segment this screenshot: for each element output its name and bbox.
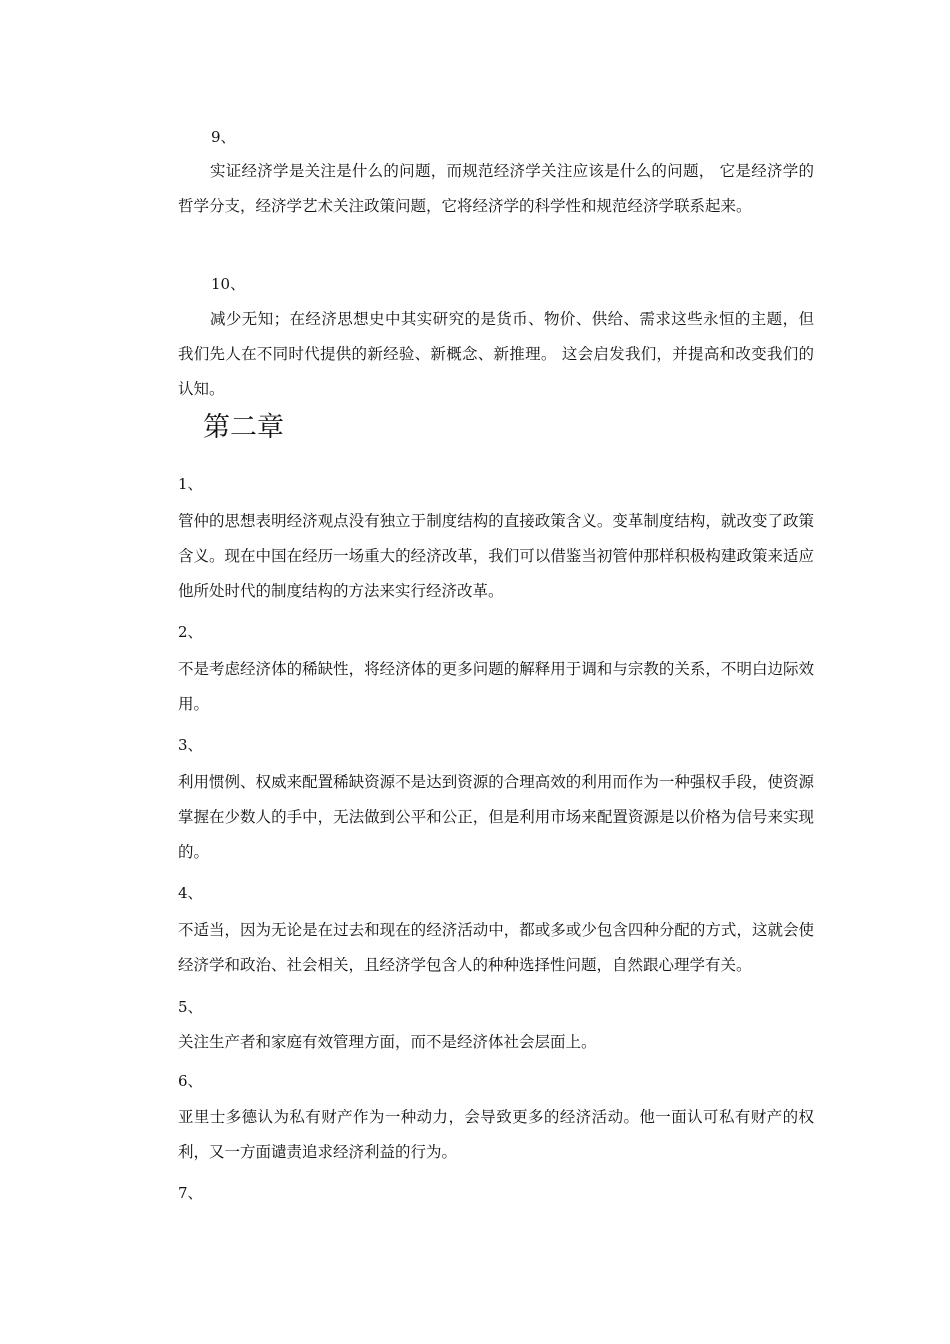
item-number: 5、 — [178, 998, 203, 1016]
item-number: 7、 — [178, 1184, 203, 1202]
item-paragraph: 亚里士多德认为私有财产作为一种动力，会导致更多的经济活动。他一面认可私有财产的权利，又一方面谴责追求经济利益的行为。 — [178, 1108, 814, 1161]
item-paragraph: 减少无知；在经济思想史中其实研究的是货币、物价、供给、需求这些永恒的主题，但我们先人在不同时代提供的新经验、新概念、新推理。 这会启发我们，并提高和改变我们的认知。 — [178, 310, 814, 398]
item-paragraph: 关注生产者和家庭有效管理方面，而不是经济体社会层面上。 — [178, 1033, 597, 1051]
chapter-heading: 第二章 — [203, 412, 284, 443]
item-paragraph: 管仲的思想表明经济观点没有独立于制度结构的直接政策含义。变革制度结构，就改变了政策含义。现在中国在经历一场重大的经济改革，我们可以借鉴当初管仲那样积极构建政策来适应他所处时代的制度结构的方法来实行经济改革。 — [178, 512, 814, 600]
item-paragraph: 不适当，因为无论是在过去和现在的经济活动中，都或多或少包含四种分配的方式，这就会使经济学和政治、社会相关，且经济学包含人的种种选择性问题，自然跟心理学有关。 — [178, 921, 814, 974]
item-number: 6、 — [178, 1072, 203, 1090]
item-number: 9、 — [211, 128, 236, 146]
item-number: 2、 — [178, 623, 203, 641]
item-number: 4、 — [178, 884, 203, 902]
item-paragraph: 利用惯例、权威来配置稀缺资源不是达到资源的合理高效的利用而作为一种强权手段，使资源掌握在少数人的手中，无法做到公平和公正，但是利用市场来配置资源是以价格为信号来实现的。 — [178, 773, 814, 861]
item-paragraph: 实证经济学是关注是什么的问题，而规范经济学关注应该是什么的问题， 它是经济学的哲学分支，经济学艺术关注政策问题，它将经济学的科学性和规范经济学联系起来。 — [178, 162, 814, 215]
item-paragraph: 不是考虑经济体的稀缺性，将经济体的更多问题的解释用于调和与宗教的关系，不明白边际效用。 — [178, 660, 814, 713]
item-number: 10、 — [211, 275, 246, 293]
item-number: 3、 — [178, 736, 203, 754]
item-number: 1、 — [178, 475, 203, 493]
